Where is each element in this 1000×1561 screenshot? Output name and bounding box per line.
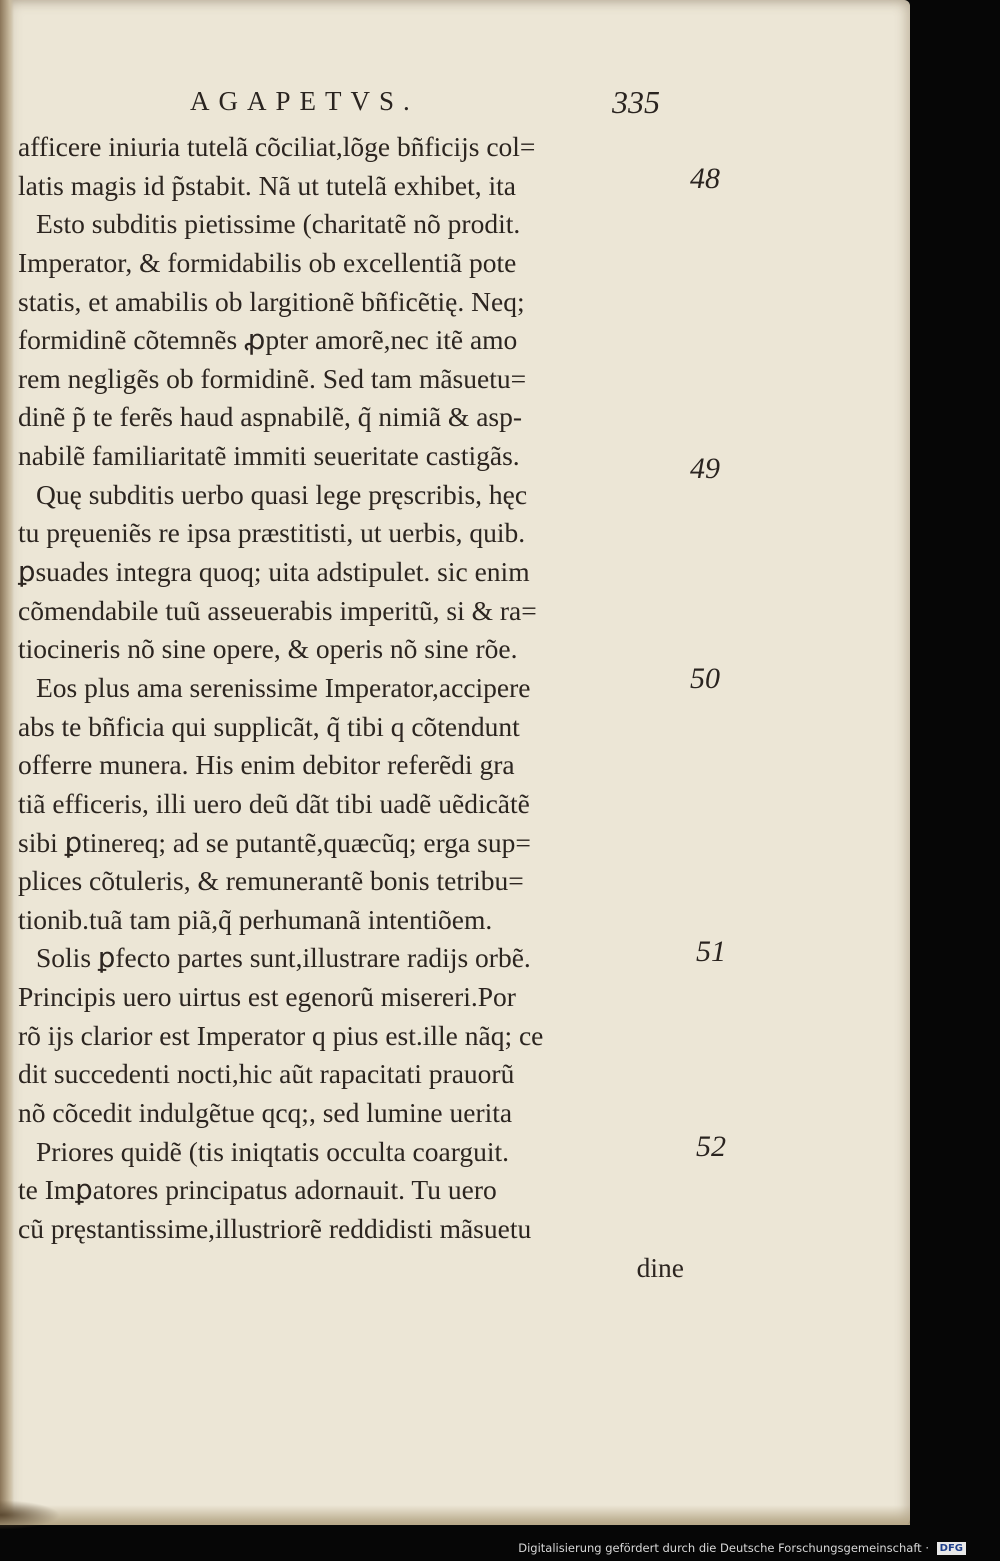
text-line: tiocineris nõ sine opere, & operis nõ sine rõe. <box>18 633 518 665</box>
text-line: Quę subditis uerbo quasi lege pręscribis, hęc <box>36 478 528 510</box>
page-header <box>190 84 660 124</box>
text-line: Eos plus ama serenissime Imperator,accipere <box>36 671 531 703</box>
text-line: tu pręueniẽs re ipsa præstitisti, ut uerbis, quib. <box>18 517 526 549</box>
text-line: offerre munera. His enim debitor referẽdi gra <box>18 749 515 781</box>
text-line: dinẽ p̃ te ferẽs haud aspnabilẽ, q̃ nimiã & asp- <box>18 401 523 433</box>
text-line: Priores quidẽ (tis iniqtatis occulta coarguit. <box>36 1135 510 1167</box>
text-line: rem negligẽs ob formidinẽ. Sed tam mãsuetu= <box>18 362 527 394</box>
text-line: nabilẽ familiaritatẽ immiti seueritate castigãs. <box>18 440 520 472</box>
margin-number: 50 <box>690 662 720 695</box>
text-line: tiã efficeris, illi uero deũ dãt tibi uadẽ uẽdicãtẽ <box>18 787 530 819</box>
gutter-shadow <box>0 0 14 1525</box>
text-line: abs te bñficia qui supplicãt, q̃ tibi q cõtendunt <box>18 710 520 742</box>
catchword: dine <box>636 1251 684 1283</box>
funding-note: Digitalisierung gefördert durch die Deutsche Forschungsgemeinschaft · <box>518 1541 929 1555</box>
binding-stain <box>0 1500 60 1530</box>
text-line: cũ pręstantissime,illustriorẽ reddidisti mãsuetu <box>18 1212 532 1244</box>
text-line: sibi ꝑtinereq; ad se putantẽ,quæcũq; erga sup= <box>18 826 531 858</box>
text-line: statis, et amabilis ob largitionẽ bñficẽtię. Neq; <box>18 285 525 317</box>
text-line: plices cõtuleris, & remunerantẽ bonis tetribu= <box>18 865 524 897</box>
running-head: AGAPETVS. <box>190 86 419 116</box>
page-bottom-edge <box>0 1505 910 1525</box>
text-line: rõ ijs clarior est Imperator q pius est.ille nãq; ce <box>18 1019 544 1051</box>
text-line: cõmendabile tuũ asseuerabis imperitũ, si & ra= <box>18 594 537 626</box>
text-line: dit succedenti nocti,hic aũt rapacitati prauorũ <box>18 1058 515 1090</box>
text-line: Principis uero uirtus est egenorũ misereri.Por <box>18 981 516 1013</box>
text-line: tionib.tuã tam piã,q̃ perhumanã intentiõem. <box>18 903 493 935</box>
margin-number: 48 <box>690 162 720 195</box>
dfg-logo[interactable]: DFG <box>937 1542 966 1555</box>
funding-footer <box>518 1541 966 1555</box>
text-line: afficere iniuria tutelã cõciliat,lõge bñficijs col= <box>18 131 536 162</box>
text-line: Esto subditis pietissime (charitatẽ nõ prodit. <box>36 208 521 240</box>
text-line: te Imꝑatores principatus adornauit. Tu uero <box>18 1174 497 1206</box>
page-number: 335 <box>612 84 660 120</box>
text-line: latis magis id p̃stabit. Nã ut tutelã exhibet, ita <box>18 169 516 201</box>
margin-number: 49 <box>690 452 720 485</box>
margin-number: 52 <box>696 1130 726 1163</box>
text-line: Solis ꝑfecto partes sunt,illustrare radijs orbẽ. <box>36 942 531 974</box>
text-line: ꝑsuades integra quoq; uita adstipulet. sic enim <box>18 556 530 588</box>
text-line: Imperator, & formidabilis ob excellentiã pote <box>18 246 517 278</box>
text-line: formidinẽ cõtemnẽs ꝓpter amorẽ,nec itẽ amo <box>18 324 518 356</box>
margin-number: 51 <box>696 935 726 968</box>
body-text <box>18 128 698 1287</box>
text-line: nõ cõcedit indulgẽtue qcq;, sed lumine uerita <box>18 1097 513 1129</box>
